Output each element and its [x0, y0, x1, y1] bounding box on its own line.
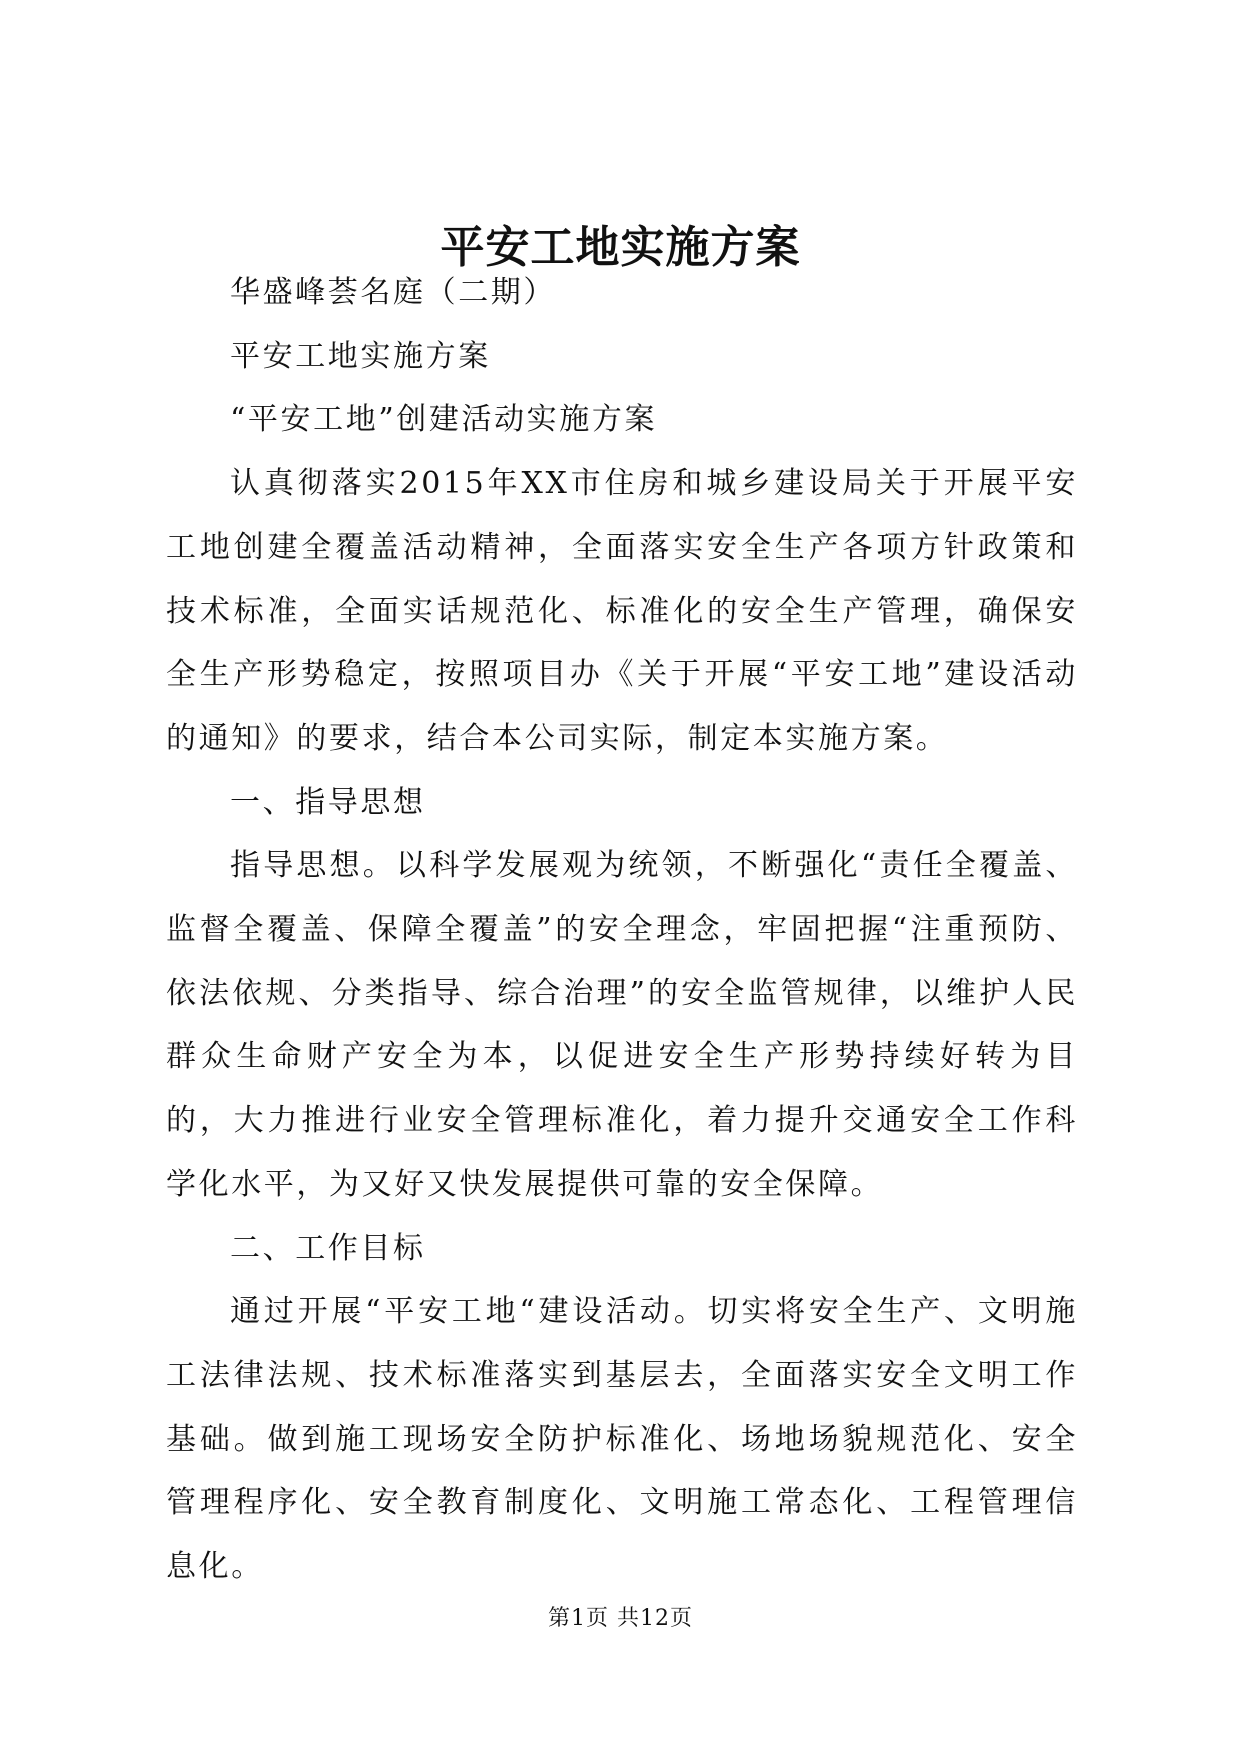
work-goals-paragraph: 通过开展“平安工地“建设活动。切实将安全生产、文明施工法律法规、技术标准落实到基层去，全面落实安全文明工作基础。做到施工现场安全防护标准化、场地场貌规范化、安全管理程序化、安全教育制度化、文明施工常态化、工程管理信息化。 — [166, 1294, 1078, 1585]
project-name-paragraph: 华盛峰荟名庭（二期） — [230, 275, 556, 310]
guiding-ideology-paragraph: 指导思想。以科学发展观为统领，不断强化“责任全覆盖、监督全覆盖、保障全覆盖”的安全理念，牢固把握“注重预防、依法依规、分类指导、综合治理”的安全监管规律，以维护人民群众生命财产安全为本，以促进安全生产形势持续好转为目的，大力推进行业安全管理标准化，着力提升交通安全工作科学化水平，为又好又快发展提供可靠的安全保障。 — [166, 848, 1078, 1202]
activity-title-paragraph: “平安工地”创建活动实施方案 — [230, 402, 658, 438]
section-heading-work-goals: 二、工作目标 — [230, 1230, 426, 1266]
subtitle-paragraph: 平安工地实施方案 — [230, 338, 491, 374]
section-heading-guiding-ideology: 一、指导思想 — [230, 784, 426, 820]
intro-paragraph: 认真彻落实2015年XX市住房和城乡建设局关于开展平安工地创建全覆盖活动精神，全面落实安全生产各项方针政策和技术标准，全面实话规范化、标准化的安全生产管理，确保安全生产形势稳定，按照项目办《关于开展“平安工地”建设活动的通知》的要求，结合本公司实际，制定本实施方案。 — [166, 466, 1078, 756]
document-body — [166, 261, 1078, 1599]
document-title: 平安工地实施方案 — [440, 222, 801, 273]
page-footer: 第1页 共12页 — [548, 1606, 693, 1631]
